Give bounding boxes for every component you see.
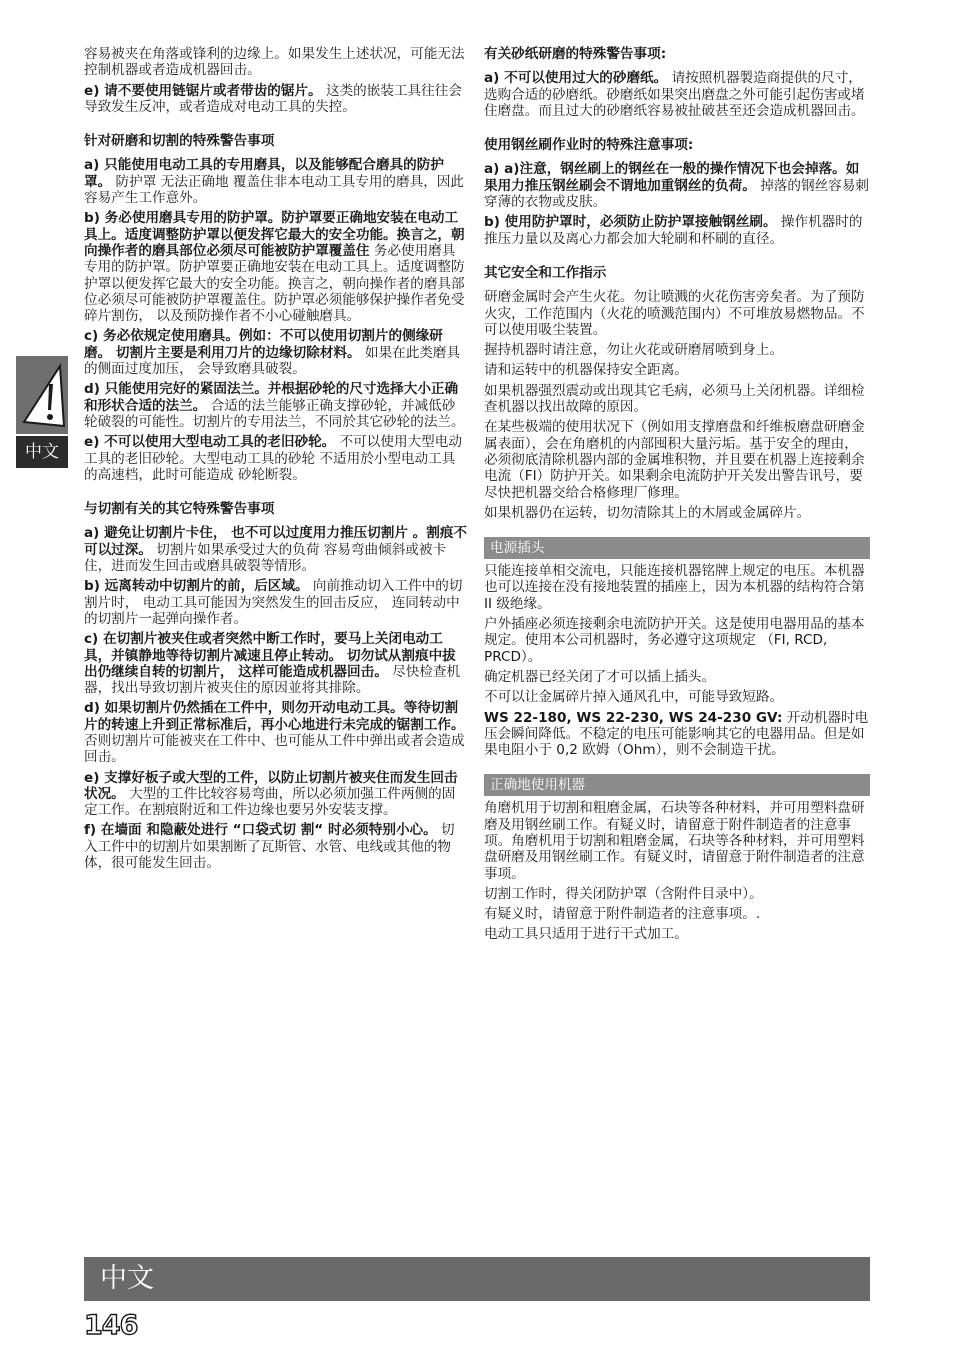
paragraph: 在某些极端的使用状况下（例如用支撑磨盘和纤维板磨盘研磨金属表面），会在角磨机的内部囤积大量污垢。基于安全的理由，必须彻底清除机器内部的金属堆积物，并且要在机器上连接剩余电流（FI）防护开关。如果剩余电流防护开关发出警告讯号，要尽快把机器交给合格修理厂修理。 (484, 419, 865, 501)
paragraph: 研磨金属时会产生火花。勿让喷溅的火花伤害旁矣者。为了预防火灾，工作范围内（火花的喷溅范围内）不可堆放易燃物品。不可以使用吸尘装置。 (484, 289, 865, 338)
section-heading: 其它安全和工作指示 (484, 264, 607, 281)
paragraph: b) 远离转动中切割片的前，后区域。 向前推动切入工件中的切割片时， 电动工具可能因为突然发生的回击反应， 连同转动中的切割片一起弹向操作者。 (84, 578, 463, 627)
paragraph: 只能连接单相交流电，只能连接机器铭牌上规定的电压。本机器也可以连接在没有接地装置的插座上，因为本机器的结构符合第II 级绝缘。 (484, 563, 865, 612)
paragraph: d) 只能使用完好的紧固法兰。并根据砂轮的尺寸选择大小正确和形状合适的法兰。 合适的法兰能够正确支撑砂轮，并减低砂轮破裂的可能性。切割片的专用法兰，不同於其它砂轮的法兰。 (84, 381, 465, 430)
footer-language: 中文 (100, 1263, 154, 1294)
paragraph: c) 务必依规定使用磨具。例如：不可以使用切割片的侧缘研磨。 切割片主要是利用刀片的边缘切除材料。 如果在此类磨具的侧面过度加压， 会导致磨具破裂。 (84, 328, 461, 378)
page-number: 146 (84, 1310, 138, 1341)
paragraph: 如果机器强烈震动或出现其它毛病，必须马上关闭机器。详细检查机器以找出故障的原因。 (484, 382, 865, 416)
section-bar-power-plug: 电源插头 (484, 537, 870, 559)
side-tab-label: 中文 (16, 436, 68, 468)
paragraph: e) 支撑好板子或大型的工件，以防止切割片被夹住而发生回击状况。 大型的工件比较容易弯曲，所以必须加强工件两侧的固定工作。在割痕附近和工件边缘也要另外安装支撑。 (84, 769, 458, 819)
paragraph: a) a)注意，钢丝刷上的钢丝在一般的操作情况下也会掉落。如果用力推压钢丝刷会不谓地加重钢丝的负荷。 掉落的钢丝容易刺穿薄的衣物或皮肤。 (484, 161, 869, 211)
section-heading: 有关砂纸研磨的特殊警告事项: (484, 46, 667, 62)
paragraph: d) 如果切割片仍然插在工件中，则勿开动电动工具。等待切割片的转速上升到正常标准后，再小心地进行未完成的锯割工作。 否则切割片可能被夹在工件中、也可能从工件中弹出或者会造成回击。 (84, 700, 465, 766)
right-column (484, 46, 870, 947)
paragraph: 确定机器已经关闭了才可以插上插头。 (484, 668, 716, 685)
paragraph: 握持机器时请注意，勿让火花或研磨屑喷到身上。 (484, 342, 784, 359)
paragraph: WS 22-180, WS 22-230, WS 24-230 GV: 开动机器时电压会瞬间降低。不稳定的电压可能影响其它的电器用品。但是如果电阻小于 0,2 欧姆（Ohm），则不会制造干扰。 (484, 709, 869, 759)
paragraph: f) 在墙面 和隐蔽处进行 “口袋式切 割“ 时必须特别小心。 切入工件中的切割片如果割断了瓦斯管、水管、电线或其他的物体，很可能发生回击。 (84, 822, 455, 872)
footer-language-bar (84, 1257, 870, 1301)
paragraph: a) 避免让切割片卡住， 也不可以过度用力推压切割片 。割痕不可以过深。 切割片如果承受过大的负荷 容易弯曲倾斜或被卡住，进而发生回击或磨具破裂等情形。 (84, 525, 468, 575)
section-heading: 使用钢丝刷作业时的特殊注意事项: (484, 137, 694, 154)
paragraph: 请和运转中的机器保持安全距离。 (484, 362, 688, 379)
paragraph: a) 不可以使用过大的砂磨纸。 请按照机器製造商提供的尺寸，选购合适的砂磨纸。砂磨纸如果突出磨盘之外可能引起伤害或堵住磨盘。而且过大的砂磨纸容易被扯破甚至还会造成机器回击。 (484, 70, 865, 119)
paragraph: 切割工作时，得关闭防护罩（含附件目录中）。 (484, 885, 763, 902)
paragraph: e) 不可以使用大型电动工具的老旧砂轮。 不可以使用大型电动工具的老旧砂轮。大型电动工具的砂轮 不适用於小型电动工具的高速档，此时可能造成 砂轮断裂。 (84, 434, 462, 483)
section-heading: 针对研磨和切割的特殊警告事项 (84, 133, 275, 150)
side-language-tab (16, 356, 68, 468)
paragraph: e) 请不要使用链锯片或者带齿的锯片。 这类的嵌装工具往往会导致发生反冲，或者造成对电动工具的失控。 (84, 82, 462, 115)
paragraph: 容易被夹在角落或锋利的边缘上。如果发生上述状况，可能无法控制机器或者造成机器回击。 (84, 46, 465, 79)
section-heading: 与切割有关的其它特殊警告事项 (84, 501, 275, 518)
paragraph: 户外插座必须连接剩余电流防护开关。这是使用电器用品的基本规定。使用本公司机器时，务必遵守这项规定 （FI, RCD, PRCD）。 (484, 616, 865, 665)
paragraph: 有疑义时，请留意于附件制造者的注意事项。. (484, 906, 761, 923)
paragraph: 如果机器仍在运转，切勿清除其上的木屑或金属碎片。 (484, 504, 811, 521)
paragraph: 不可以让金属碎片掉入通风孔中，可能导致短路。 (484, 689, 784, 706)
left-column (84, 46, 468, 875)
paragraph: b) 使用防护罩时，必须防止防护罩接触钢丝刷。 操作机器时的推压力量以及离心力都会加大轮刷和杯刷的直径。 (484, 214, 863, 247)
section-bar-intended-use: 正确地使用机器 (484, 774, 870, 796)
paragraph: c) 在切割片被夹住或者突然中断工作时，要马上关闭电动工具，并镇静地等待切割片减速且停止转动。 切勿试从割痕中拔出仍继续自转的切割片， 这样可能造成机器回击。 尽快检查机器，找出导致切割片被夹住的原因並将其排除。 (84, 631, 461, 697)
paragraph: a) 只能使用电动工具的专用磨具，以及能够配合磨具的防护罩。 防护罩 无法正确地 覆盖住非本电动工具专用的磨具，因此容易产生工作意外。 (84, 157, 464, 207)
paragraph: 电动工具只适用于进行干式加工。 (484, 926, 688, 943)
warning-icon (16, 356, 68, 434)
paragraph: b) 务必使用磨具专用的防护罩。防护罩要正确地安装在电动工具上。适度调整防护罩以便发挥它最大的安全功能。换言之，朝向操作者的磨具部位必须尽可能被防护罩覆盖住 务必使用磨具专用的防护罩。防护罩要正确地安装在电动工具上。适度调整防护罩以便发挥它最大的安全功能。换言之，朝向操作者的磨具部位必须尽可能被防护罩覆盖住。防护罩必须能够保护操作者免受碎片割伤， 以及预防操作者不小心碰触磨具。 (84, 210, 465, 325)
paragraph: 角磨机用于切割和粗磨金属，石块等各种材料，并可用塑料盘研磨及用钢丝刷工作。有疑义时，请留意于附件制造者的注意事项。角磨机用于切割和粗磨金属，石块等各种材料，并可用塑料盘研磨及用钢丝刷工作。有疑义时，请留意于附件制造者的注意事项。 (484, 800, 865, 882)
